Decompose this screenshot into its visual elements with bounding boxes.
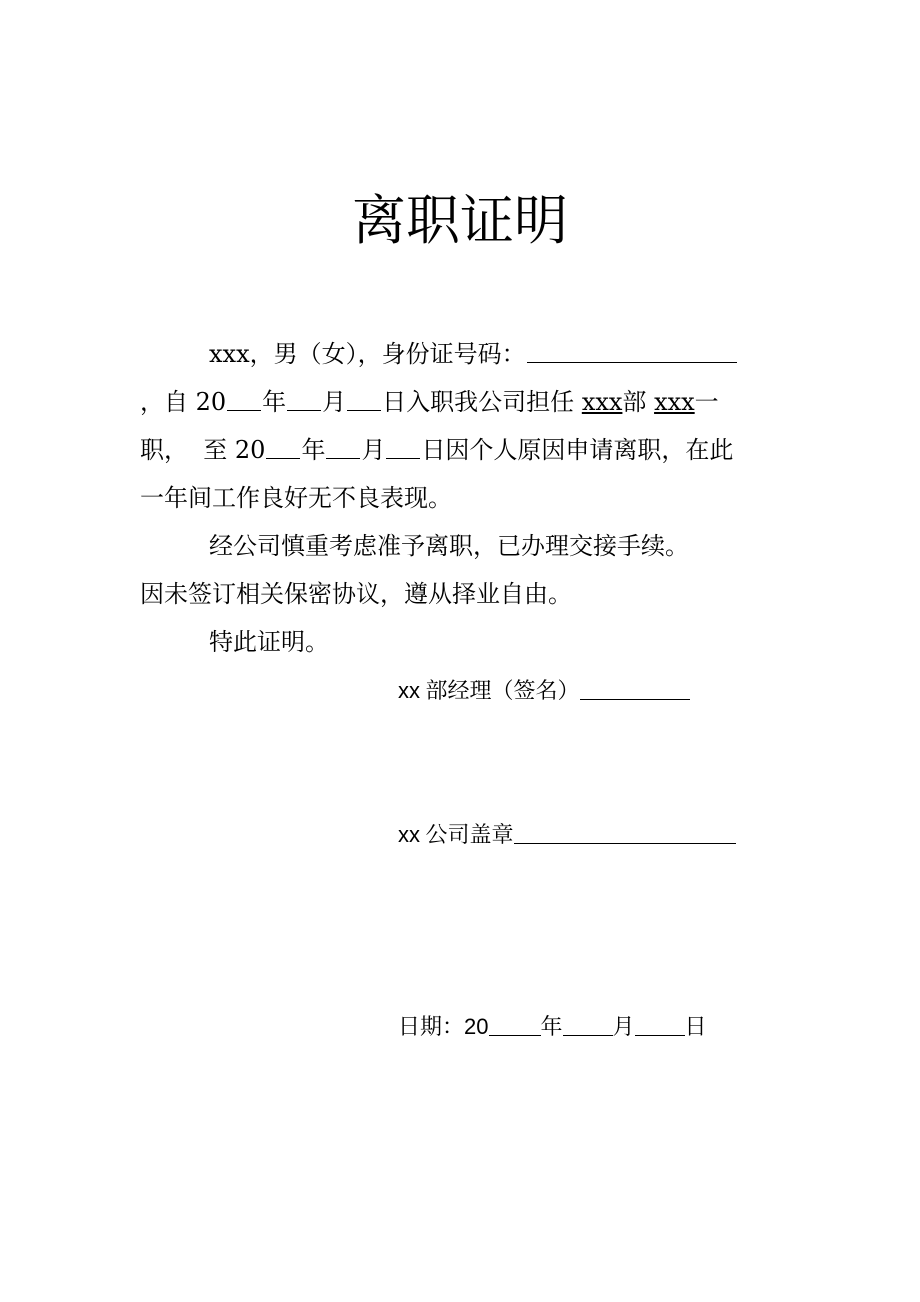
id-number-blank	[527, 338, 737, 363]
join-month-blank	[287, 386, 321, 411]
leave-day-blank	[386, 434, 420, 459]
date-label: 日期：	[398, 1015, 465, 1040]
line-2-end: 一	[694, 388, 719, 416]
manager-signature-label: 部经理（签名）	[425, 679, 580, 704]
company-prefix: xx	[398, 822, 420, 847]
leave-year-blank	[266, 434, 300, 459]
company-seal-line	[398, 820, 736, 851]
leave-year-label: 年	[301, 436, 326, 464]
employee-name: xxx	[209, 340, 250, 368]
join-year-label: 年	[262, 388, 287, 416]
para-2-line-1: 经公司慎重考虑准予离职，已办理交接手续。	[209, 532, 689, 560]
position-field: xxx	[654, 388, 695, 416]
join-year-prefix: ，自 20	[140, 388, 227, 416]
line-2	[140, 378, 785, 426]
date-century: 20	[464, 1014, 489, 1039]
date-day-label: 日	[684, 1015, 707, 1040]
join-day-label: 日入职我公司担任	[382, 388, 575, 416]
leave-month-blank	[326, 434, 360, 459]
gender-id-label: ，男（女），身份证号码：	[249, 340, 526, 368]
manager-prefix: xx	[398, 678, 420, 703]
date-year-blank	[489, 1015, 541, 1036]
join-day-blank	[347, 386, 381, 411]
manager-signature-line	[398, 676, 690, 707]
department-field: xxx	[581, 388, 623, 416]
company-seal-label: 公司盖章	[425, 823, 514, 848]
para-2-line-2: 因未签订相关保密协议，遵从择业自由。	[140, 580, 572, 608]
line-1	[140, 330, 785, 378]
leave-day-label: 日因个人原因申请离职，在此	[421, 436, 734, 464]
company-seal-blank	[514, 823, 736, 844]
join-month-label: 月	[322, 388, 347, 416]
leave-month-label: 月	[361, 436, 386, 464]
date-month-label: 月	[612, 1015, 635, 1040]
join-year-blank	[227, 386, 261, 411]
closing-statement: 特此证明。	[209, 628, 329, 656]
date-month-blank	[563, 1015, 613, 1036]
document-title: 离职证明	[352, 189, 568, 252]
certificate-body	[140, 330, 785, 666]
date-year-label: 年	[540, 1015, 563, 1040]
department-suffix: 部	[622, 388, 647, 416]
line-4: 一年间工作良好无不良表现。	[140, 484, 452, 512]
line-3	[140, 426, 785, 474]
date-line	[398, 1012, 707, 1043]
leave-year-prefix: 职， 至 20	[140, 436, 266, 464]
manager-signature-blank	[580, 679, 690, 700]
date-day-blank	[635, 1015, 685, 1036]
